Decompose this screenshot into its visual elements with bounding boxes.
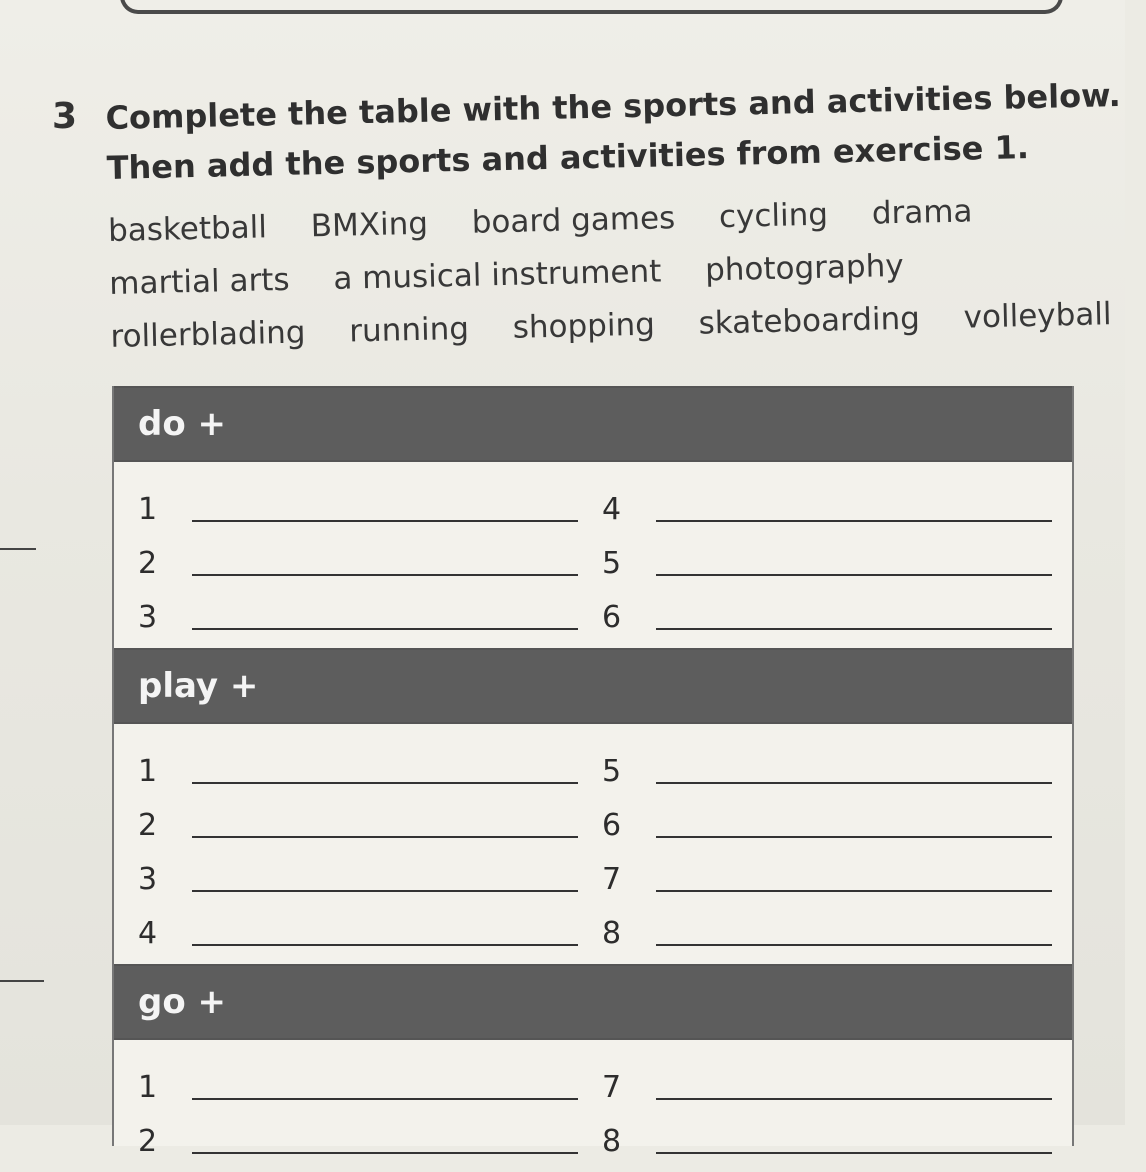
do-answer-5[interactable]: [656, 542, 1052, 576]
item-number: 7: [602, 862, 622, 897]
table-row: [114, 846, 1072, 900]
word-item: drama: [871, 193, 973, 232]
table-row: [114, 1108, 1072, 1162]
word-item: martial arts: [108, 261, 290, 302]
activities-table: [112, 386, 1074, 1159]
word-item: a musical instrument: [332, 253, 662, 297]
go-answer-2[interactable]: [192, 1120, 578, 1154]
item-number: 6: [602, 600, 622, 635]
instructions-block: [105, 71, 1122, 364]
word-item: running: [348, 310, 470, 350]
go-section-rows: [114, 1040, 1072, 1172]
play-answer-5[interactable]: [656, 750, 1052, 784]
word-item: photography: [704, 247, 904, 289]
item-number: 4: [602, 492, 622, 527]
play-answer-8[interactable]: [656, 912, 1052, 946]
instruction-line-2: Then add the sports and activities from exercise 1.: [106, 128, 1030, 187]
play-section-header: play +: [114, 648, 1072, 724]
item-number: 2: [138, 1124, 158, 1159]
item-number: 7: [602, 1070, 622, 1105]
play-answer-6[interactable]: [656, 804, 1052, 838]
go-section-header: go +: [114, 964, 1072, 1040]
play-answer-3[interactable]: [192, 858, 578, 892]
word-item: BMXing: [310, 205, 429, 245]
instruction-line-1: Complete the table with the sports and activities below.: [105, 75, 1122, 137]
do-section-rows: [114, 462, 1072, 648]
word-item: cycling: [718, 196, 829, 236]
table-row: [114, 530, 1072, 584]
word-item: board games: [471, 200, 676, 241]
item-number: 5: [602, 754, 622, 789]
item-number: 3: [138, 862, 158, 897]
table-row: [114, 792, 1072, 846]
item-number: 6: [602, 808, 622, 843]
word-bank: [107, 183, 1112, 364]
do-answer-3[interactable]: [192, 596, 578, 630]
margin-line: [0, 980, 44, 982]
go-answer-7[interactable]: [656, 1066, 1052, 1100]
do-section-header: do +: [114, 386, 1072, 462]
item-number: 3: [138, 600, 158, 635]
do-answer-6[interactable]: [656, 596, 1052, 630]
table-row: [114, 476, 1072, 530]
do-answer-1[interactable]: [192, 488, 578, 522]
item-number: 5: [602, 546, 622, 581]
word-item: skateboarding: [698, 300, 921, 342]
item-number: 4: [138, 916, 158, 951]
word-item: basketball: [107, 209, 268, 249]
do-answer-2[interactable]: [192, 542, 578, 576]
word-item: volleyball: [963, 296, 1112, 336]
item-number: 2: [138, 808, 158, 843]
do-answer-4[interactable]: [656, 488, 1052, 522]
play-answer-4[interactable]: [192, 912, 578, 946]
go-answer-8[interactable]: [656, 1120, 1052, 1154]
item-number: 1: [138, 754, 158, 789]
play-section-rows: [114, 724, 1072, 964]
play-answer-2[interactable]: [192, 804, 578, 838]
table-row: [114, 738, 1072, 792]
go-answer-1[interactable]: [192, 1066, 578, 1100]
item-number: 8: [602, 916, 622, 951]
table-row: [114, 1054, 1072, 1108]
word-item: shopping: [512, 306, 656, 346]
word-item: rollerblading: [110, 314, 306, 355]
item-number: 1: [138, 492, 158, 527]
previous-exercise-box: [120, 0, 1063, 14]
play-answer-1[interactable]: [192, 750, 578, 784]
play-answer-7[interactable]: [656, 858, 1052, 892]
exercise-number: 3: [52, 96, 78, 137]
table-row: [114, 900, 1072, 954]
item-number: 8: [602, 1124, 622, 1159]
margin-line: [0, 548, 36, 550]
item-number: 2: [138, 546, 158, 581]
table-row: [114, 584, 1072, 638]
item-number: 1: [138, 1070, 158, 1105]
